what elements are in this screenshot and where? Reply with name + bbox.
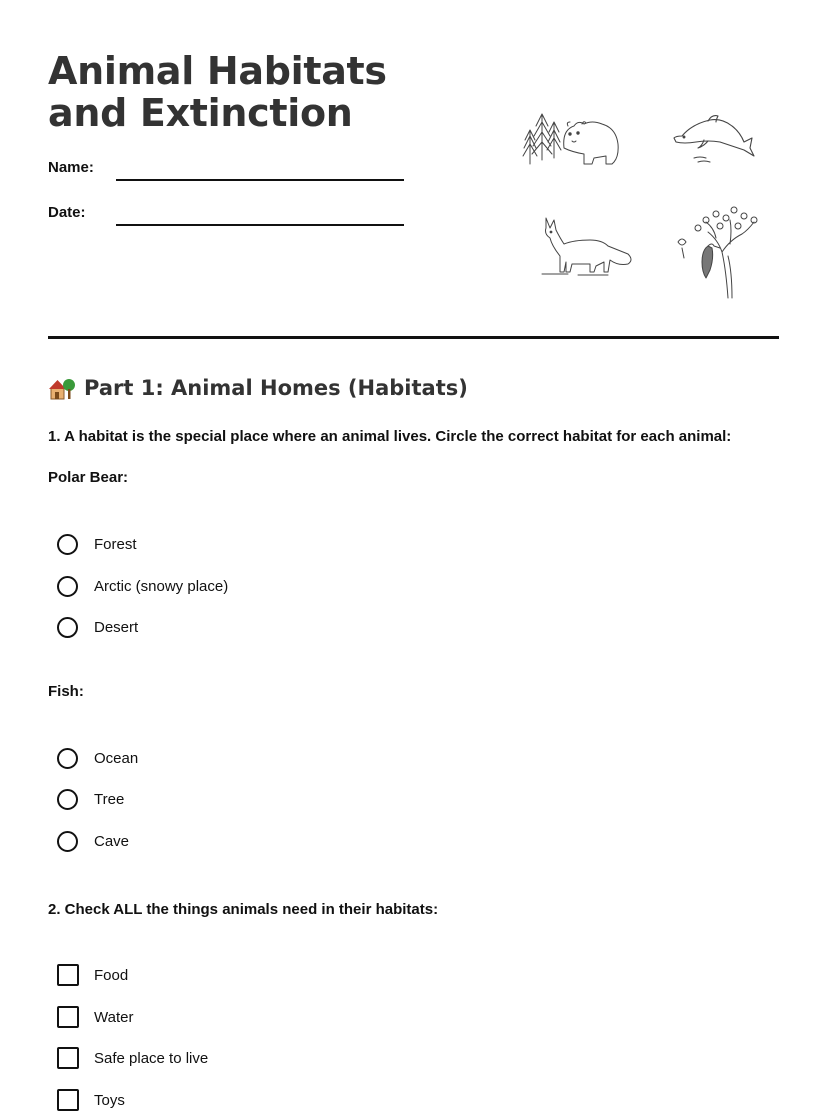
fox-icon — [538, 214, 634, 278]
radio-circle[interactable] — [57, 748, 78, 769]
question-1: 1. A habitat is the special place where an animal lives. Circle the correct habitat for each animal: — [48, 428, 732, 445]
checkbox-safe-place[interactable] — [57, 1046, 208, 1070]
checkbox-square[interactable] — [57, 1047, 79, 1069]
bear-forest-icon — [522, 108, 622, 170]
checkbox-toys[interactable] — [57, 1088, 125, 1112]
animal-label-fish: Fish: — [48, 683, 84, 700]
dolphin-icon — [670, 112, 756, 166]
option-label: Cave — [94, 832, 130, 850]
radio-circle[interactable] — [57, 831, 78, 852]
option-label: Arctic (snowy place) — [94, 577, 229, 595]
radio-circle[interactable] — [57, 576, 78, 597]
checkbox-food[interactable] — [57, 963, 128, 987]
date-line[interactable] — [116, 224, 404, 226]
date-label: Date: — [48, 204, 86, 221]
option-label: Desert — [94, 618, 139, 636]
option-label: Tree — [94, 790, 125, 808]
name-line[interactable] — [116, 179, 404, 181]
option-ocean[interactable] — [57, 746, 138, 770]
radio-circle[interactable] — [57, 617, 78, 638]
option-label: Water — [94, 1008, 134, 1026]
question-2: 2. Check ALL the things animals need in their habitats: — [48, 901, 439, 918]
option-label: Toys — [94, 1091, 125, 1109]
part1-heading — [48, 374, 468, 402]
option-cave[interactable] — [57, 829, 129, 853]
option-label: Ocean — [94, 749, 139, 767]
option-arctic[interactable] — [57, 574, 228, 598]
option-label: Food — [94, 966, 129, 984]
checkbox-square[interactable] — [57, 964, 79, 986]
radio-circle[interactable] — [57, 789, 78, 810]
option-forest[interactable] — [57, 532, 137, 556]
option-tree[interactable] — [57, 787, 124, 811]
animal-label-polar-bear: Polar Bear: — [48, 469, 129, 486]
option-label: Safe place to live — [94, 1049, 209, 1067]
option-label: Forest — [94, 535, 137, 553]
checkbox-square[interactable] — [57, 1089, 79, 1111]
section-divider — [48, 336, 779, 339]
radio-circle[interactable] — [57, 534, 78, 555]
option-desert[interactable] — [57, 615, 138, 639]
checkbox-water[interactable] — [57, 1005, 133, 1029]
part1-heading-text: Part 1: Animal Homes (Habitats) — [84, 376, 468, 400]
checkbox-square[interactable] — [57, 1006, 79, 1028]
house-tree-icon — [48, 374, 76, 402]
woodpecker-tree-icon — [668, 200, 762, 300]
name-label: Name: — [48, 159, 94, 176]
page-title: Animal Habitats and Extinction — [48, 49, 387, 135]
